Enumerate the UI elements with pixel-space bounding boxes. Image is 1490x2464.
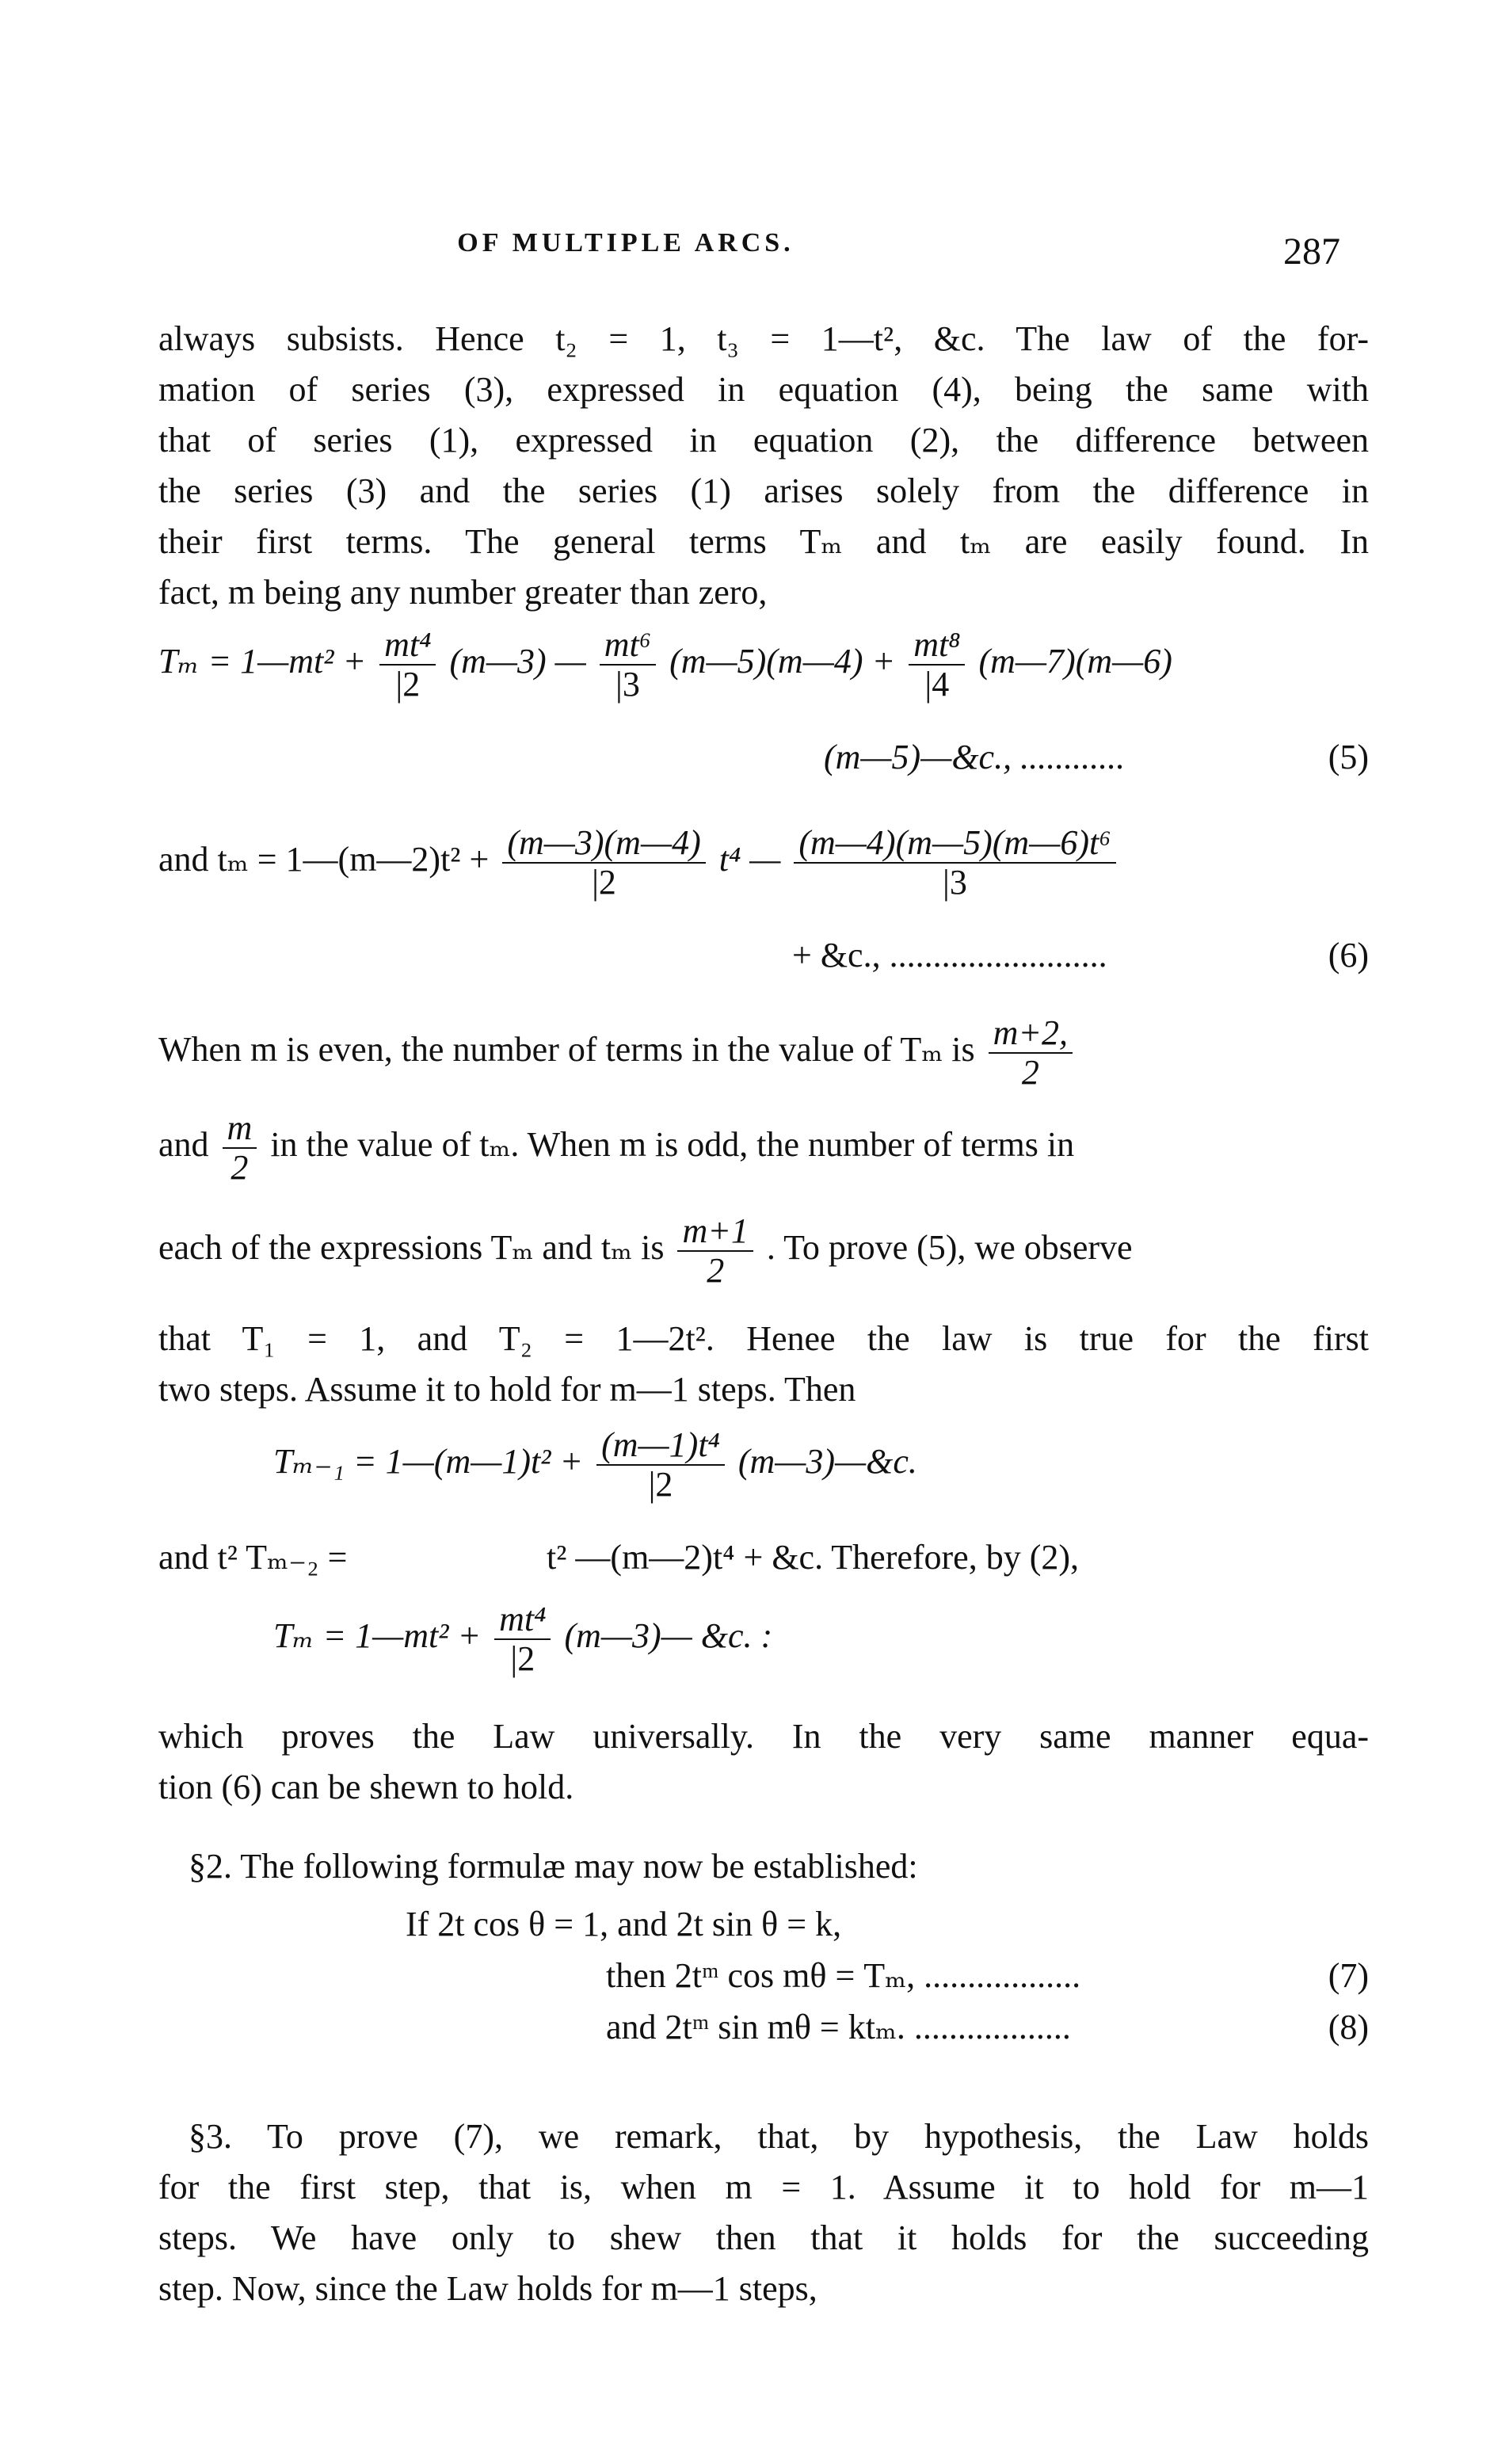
- text-line: §3. To prove (7), we remark, that, by hypothesis, the Law holds: [189, 2117, 1369, 2156]
- fraction: $\frac{\text{(m—1)t⁴}}{|2}$: [596, 1426, 725, 1504]
- paragraph-1: [158, 314, 1369, 618]
- fraction: $\frac{\text{mt⁸}}{|4}$: [909, 626, 965, 704]
- paragraph-2-tail: [158, 1314, 1369, 1415]
- equation-number-5: (5): [1328, 738, 1369, 776]
- equation-5-line-2: (m—5)—&c., ............: [824, 738, 1126, 776]
- fraction: $\frac{\text{mt⁴}}{|2}$: [494, 1600, 551, 1678]
- formula-7: then 2tᵐ cos mθ = Tₘ, ..................: [606, 1956, 1081, 1995]
- paragraph-2-line-2: and $\frac{m}{2}$ in the value of tₘ. When m is odd, the number of terms in: [158, 1108, 1075, 1187]
- fraction: $\frac{m+1}{2}$: [677, 1212, 753, 1290]
- equation-number-7: (7): [1328, 1956, 1369, 1995]
- paragraph-2-line-1: When m is even, the number of terms in the value of Tₘ is $\frac{m+2,}{2}$: [158, 1014, 1369, 1092]
- text-line: for the first step, that is, when m = 1. Assume it to hold for m—1: [158, 2168, 1369, 2207]
- paragraph-2-line-3: each of the expressions Tₘ and tₘ is $\frac{m+1}{2}$ . To prove (5), we observe: [158, 1211, 1133, 1290]
- fraction: $\frac{m+2,}{2}$: [989, 1014, 1073, 1092]
- equation-number-8: (8): [1328, 2008, 1369, 2046]
- equation-tm-minus-2-right: t² —(m—2)t⁴ + &c. Therefore, by (2),: [547, 1538, 1080, 1577]
- text-line: always subsists. Hence t₂ = 1, t₃ = 1—t², &c. The law of the for-: [158, 319, 1369, 358]
- text-line: that T₁ = 1, and T₂ = 1—2t². Henee the law is true for the first: [158, 1319, 1369, 1358]
- paragraph-3: [158, 1711, 1369, 1813]
- fraction: $\frac{m}{2}$: [223, 1109, 257, 1187]
- fraction: $\frac{(m—3)(m—4)}{|2}$: [502, 824, 705, 902]
- equation-6-line-2: + &c., .........................: [792, 936, 1107, 975]
- text-line: that of series (1), expressed in equation (2), the difference between: [158, 421, 1369, 460]
- text-line: step. Now, since the Law holds for m—1 steps,: [158, 2269, 817, 2308]
- text-line: their first terms. The general terms Tₘ and tₘ are easily found. In: [158, 522, 1369, 561]
- fraction: $\frac{\text{(m—4)(m—5)(m—6)t⁶}}{|3}$: [794, 824, 1115, 902]
- section-3-paragraph: [158, 2111, 1369, 2314]
- equation-6-line-1: and tₘ = 1—(m—2)t² + $\frac{(m—3)(m—4)}{|2}$ t⁴ — $\frac{\text{(m—4)(m—5)(m—6)t⁶}}{|3}$: [158, 824, 1121, 902]
- equation-number-6: (6): [1328, 936, 1369, 975]
- equation-tm-minus-2-left: and t² Tₘ₋₂ =: [158, 1538, 348, 1577]
- equation-5-line-1: Tₘ = 1—mt² + $\frac{\text{mt⁴}}{|2}$ (m—3) — $\frac{\text{mt⁶}}{|3}$ (m—5)(m—4) + $\frac{\text{mt⁸}}{|4}$ (m—7)(m—6): [158, 625, 1172, 704]
- formula-if: If 2t cos θ = 1, and 2t sin θ = k,: [406, 1905, 842, 1943]
- text-line: the series (3) and the series (1) arises solely from the difference in: [158, 471, 1369, 510]
- text-line: which proves the Law universally. In the very same manner equa-: [158, 1717, 1369, 1756]
- equation-tm: Tₘ = 1—mt² + $\frac{\text{mt⁴}}{|2}$ (m—3)— &c. :: [273, 1600, 773, 1678]
- text-line: fact, m being any number greater than zero,: [158, 573, 768, 612]
- page-number: 287: [1283, 231, 1340, 273]
- text-line: two steps. Assume it to hold for m—1 steps. Then: [158, 1370, 856, 1409]
- text-line: steps. We have only to shew then that it holds for the succeeding: [158, 2218, 1369, 2257]
- text-line: tion (6) can be shewn to hold.: [158, 1768, 574, 1806]
- text-line: mation of series (3), expressed in equation (4), being the same with: [158, 370, 1369, 409]
- running-header: OF MULTIPLE ARCS.: [457, 228, 795, 257]
- section-2-heading: §2. The following formulæ may now be established:: [189, 1847, 918, 1886]
- equation-tm-minus-1: Tₘ₋₁ = 1—(m—1)t² + $\frac{\text{(m—1)t⁴}}{|2}$ (m—3)—&c.: [273, 1425, 917, 1504]
- formula-8: and 2tᵐ sin mθ = ktₘ. ..................: [606, 2008, 1071, 2046]
- fraction: $\frac{\text{mt⁶}}{|3}$: [600, 626, 656, 704]
- fraction: $\frac{\text{mt⁴}}{|2}$: [379, 626, 436, 704]
